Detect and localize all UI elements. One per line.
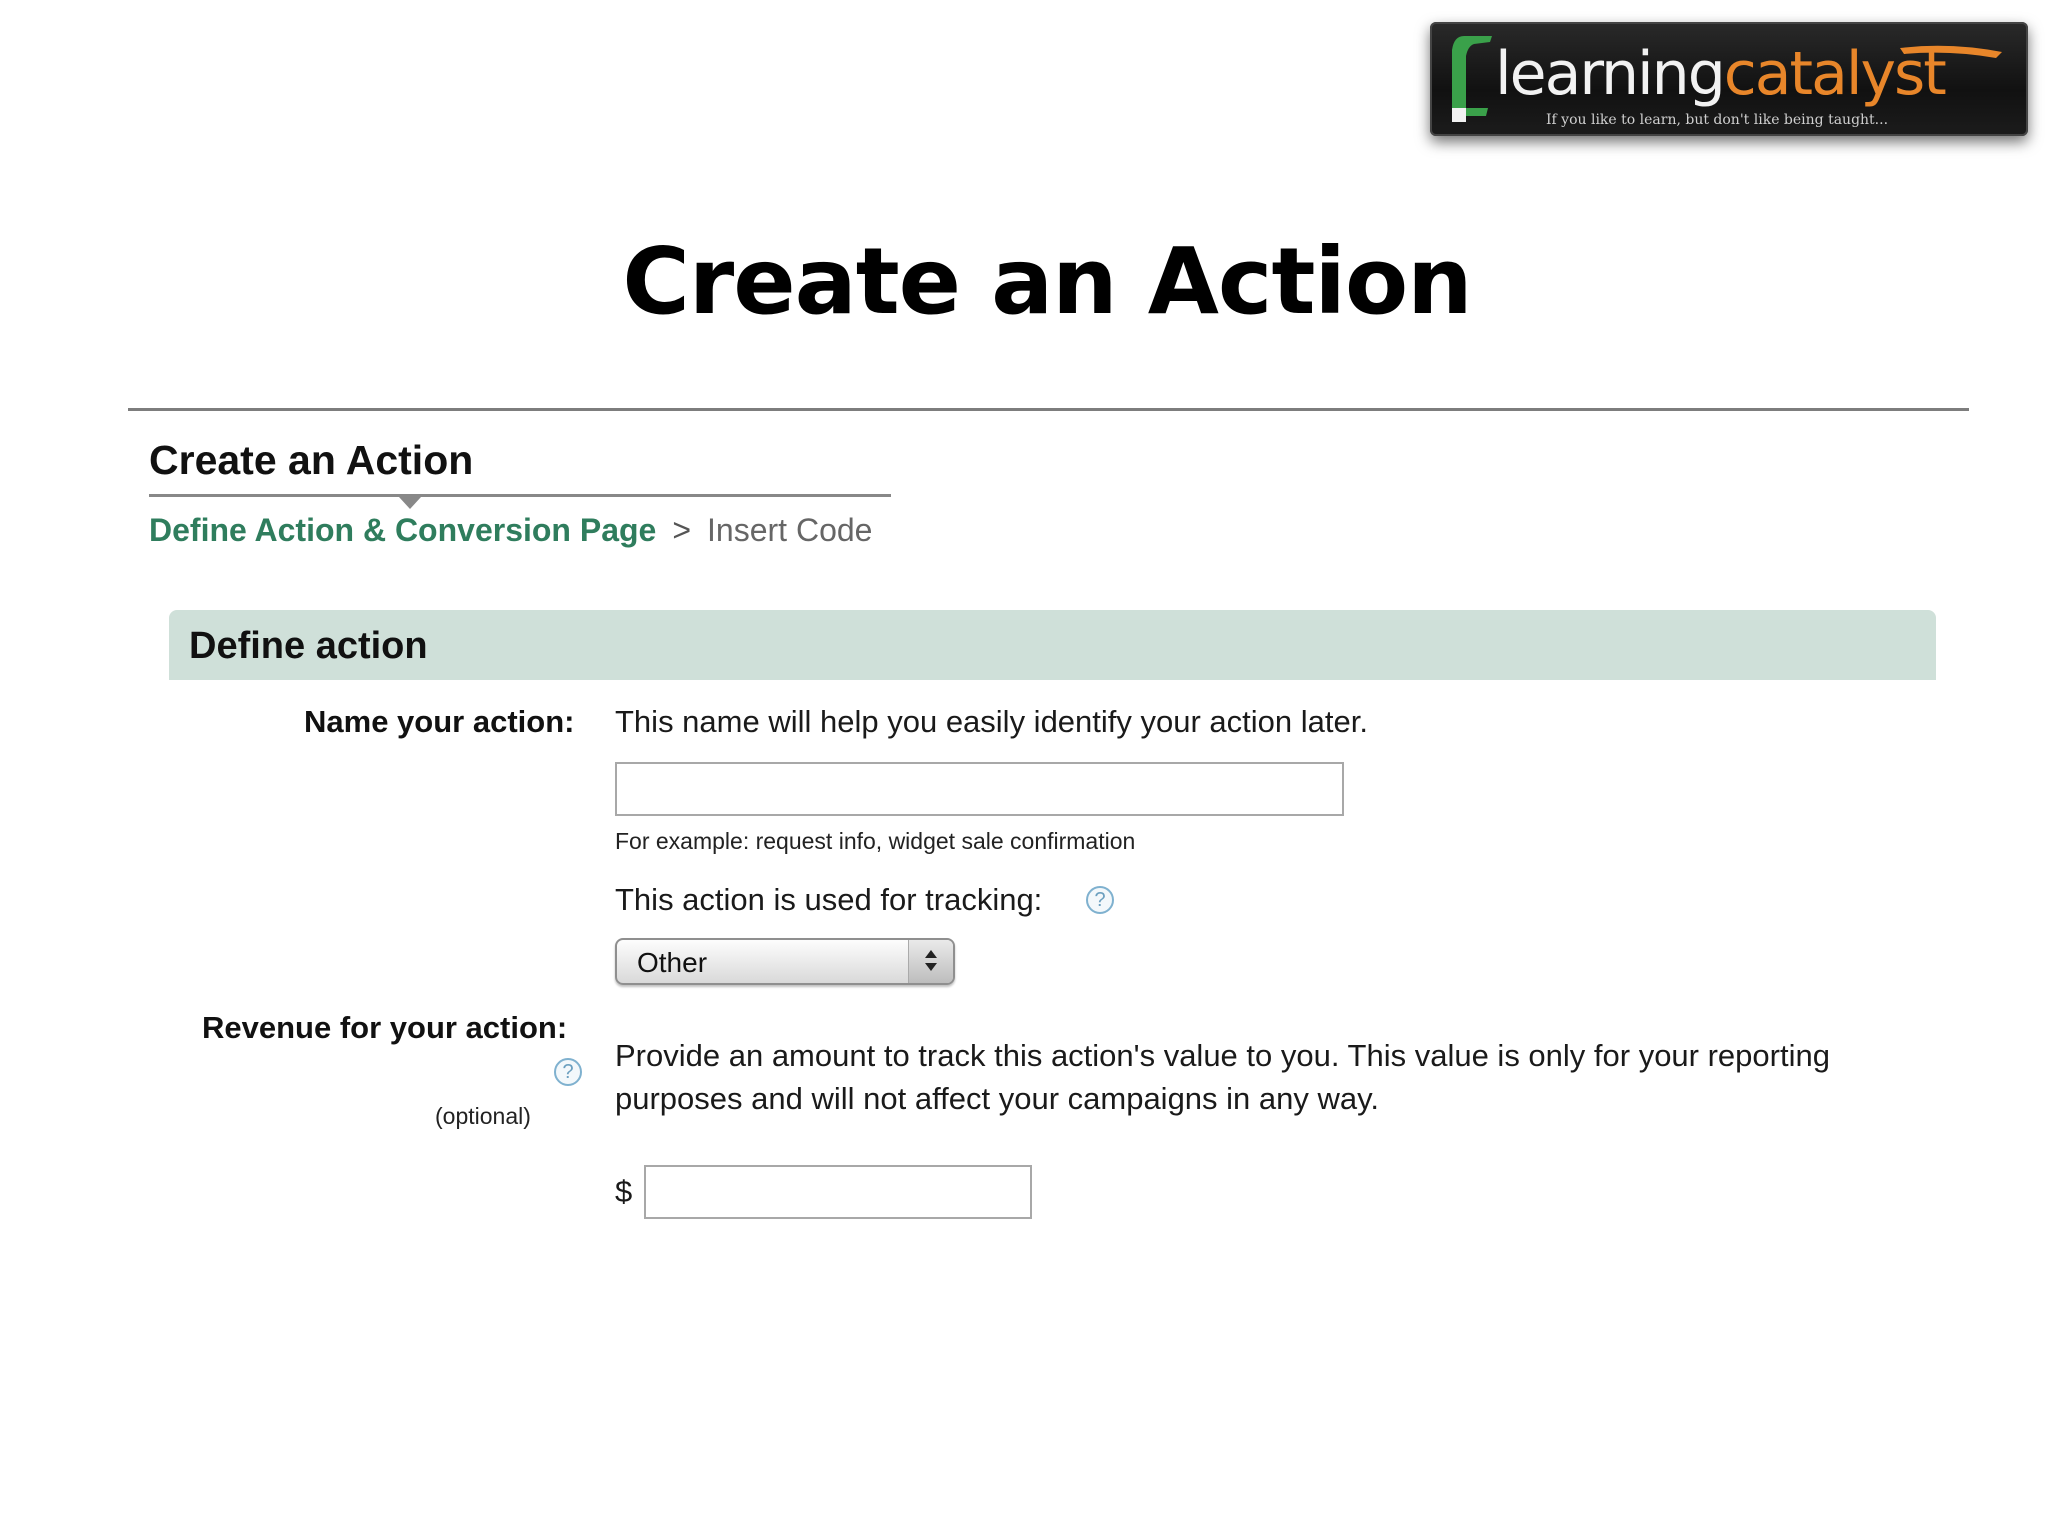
name-action-description: This name will help you easily identify your action later.	[615, 704, 1368, 739]
arrow-up-icon	[925, 950, 937, 958]
revenue-description-line1: Provide an amount to track this action's value to you. This value is only for your reporting	[615, 1038, 1830, 1073]
name-example-hint: For example: request info, widget sale confirmation	[615, 828, 1136, 854]
arrow-down-icon	[925, 963, 937, 971]
breadcrumb	[149, 514, 872, 546]
revenue-optional-note: (optional)	[435, 1103, 531, 1129]
logo-tagline: If you like to learn, but don't like being taught...	[1546, 112, 1889, 128]
revenue-help-icon[interactable]: ?	[554, 1058, 582, 1086]
action-name-input[interactable]	[615, 762, 1344, 816]
current-step-indicator-icon	[399, 497, 421, 509]
tracking-help-icon[interactable]: ?	[1086, 886, 1114, 914]
logo-word-learning: learning	[1495, 39, 1724, 109]
slide-title: Create an Action	[622, 228, 1472, 335]
logo-wordmark	[1495, 39, 1945, 109]
tracking-type-select[interactable]	[615, 938, 955, 985]
section-title: Define action	[189, 625, 428, 667]
revenue-description-line2: purposes and will not affect your campaigns in any way.	[615, 1081, 1379, 1116]
step-define-action: Define Action & Conversion Page	[149, 512, 657, 548]
page-title: Create an Action	[149, 437, 474, 483]
learningcatalyst-logo	[1430, 22, 2028, 136]
steps-divider	[149, 494, 891, 497]
step-insert-code: Insert Code	[707, 512, 873, 548]
select-arrows-icon	[908, 940, 953, 983]
revenue-amount-input[interactable]	[644, 1165, 1032, 1219]
logo-word-catalyst: catalyst	[1723, 39, 1945, 109]
section-header	[169, 610, 1936, 680]
revenue-label: Revenue for your action:	[202, 1010, 568, 1045]
tracking-label: This action is used for tracking:	[615, 882, 1043, 917]
currency-symbol: $	[615, 1174, 633, 1209]
slide-divider	[128, 408, 1969, 411]
tracking-type-value: Other	[637, 947, 708, 978]
name-action-label: Name your action:	[304, 704, 575, 739]
breadcrumb-separator: >	[672, 512, 692, 548]
